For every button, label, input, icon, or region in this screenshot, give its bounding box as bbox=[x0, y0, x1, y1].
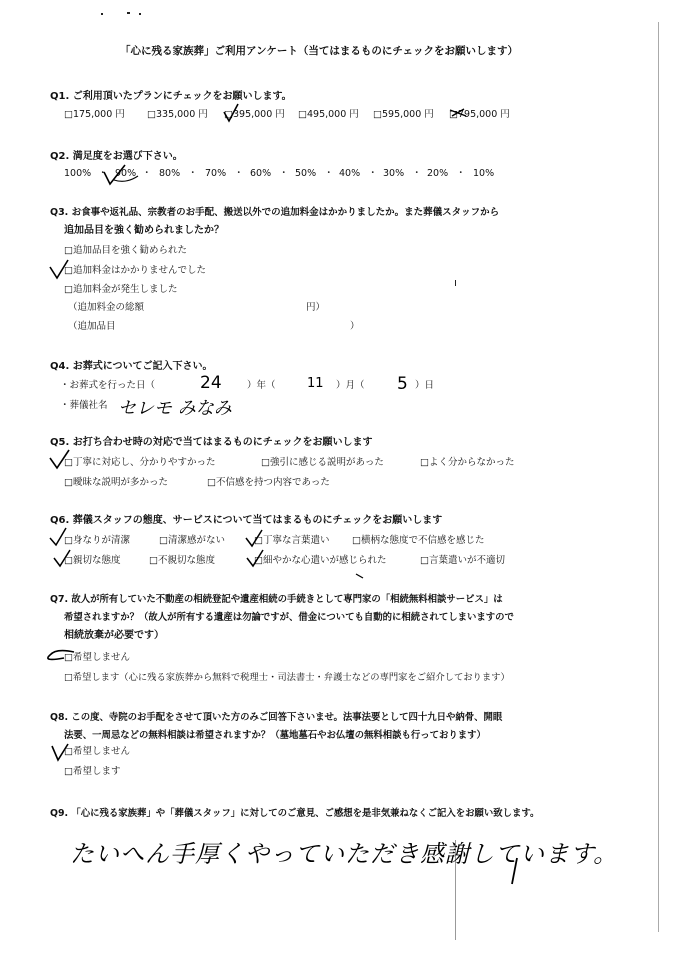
q7-option-yes[interactable]: □希望します（心に残る家族葬から無料で税理士・司法書士・弁護士などの専門家をご紹介しております） bbox=[64, 672, 510, 683]
q2-scale-sep: ・ bbox=[142, 168, 152, 179]
q2-scale-sep: ・ bbox=[188, 168, 198, 179]
q3-option-extra-charge[interactable]: □追加料金が発生しました bbox=[64, 284, 178, 295]
q3-question-line1: Q3. お食事や返礼品、宗教者のお手配、搬送以外での追加料金はかかりましたか。また葬儀スタッフから bbox=[50, 207, 500, 218]
q8-check-mark bbox=[52, 744, 68, 760]
q4-year-value[interactable]: 24 bbox=[200, 373, 222, 393]
q3-question-line2: 追加品目を強く勧められましたか？ bbox=[64, 225, 224, 236]
q4-month-value[interactable]: 11 bbox=[307, 376, 324, 391]
q9-comma-mark bbox=[512, 858, 517, 884]
q6-option-attentive[interactable]: □細やかな心遣いが感じられた bbox=[254, 555, 387, 566]
q6-check-mark-polite bbox=[246, 530, 262, 546]
q1-option-335000[interactable]: □335,000 円 bbox=[147, 109, 208, 120]
q5-option-vague[interactable]: □曖昧な説明が多かった bbox=[64, 477, 168, 488]
q4-date-label: ・お葬式を行った日（ bbox=[60, 380, 156, 391]
q2-scale-10[interactable]: 10% bbox=[473, 168, 495, 179]
q1-option-395000[interactable]: □395,000 円 bbox=[224, 109, 285, 120]
q4-day-value[interactable]: 5 bbox=[397, 374, 408, 394]
q2-scale-50[interactable]: 50% bbox=[295, 168, 317, 179]
q9-question: Q9. 「心に残る家族葬」や「葬儀スタッフ」に対してのご意見、ご感想を是非気兼ねなくご記入をお願い致します。 bbox=[50, 808, 540, 819]
q3-items-close: ） bbox=[350, 321, 360, 332]
q2-scale-90[interactable]: 90% bbox=[115, 168, 137, 179]
q2-scale-70[interactable]: 70% bbox=[205, 168, 227, 179]
q3-amount-unit: 円） bbox=[306, 302, 326, 313]
q3-check-mark bbox=[50, 260, 68, 278]
q2-scale-30[interactable]: 30% bbox=[383, 168, 405, 179]
q7-question-line3: 相続放棄が必要です） bbox=[64, 630, 164, 641]
q3-amount-label: （追加料金の総額 bbox=[68, 302, 145, 313]
q2-scale-sep: ・ bbox=[324, 168, 334, 179]
q2-scale-60[interactable]: 60% bbox=[250, 168, 272, 179]
q6-option-polite-language[interactable]: □丁寧な言葉遣い bbox=[254, 535, 330, 546]
q6-stray-mark bbox=[356, 574, 363, 578]
q7-circle-mark bbox=[48, 651, 74, 660]
q8-option-yes[interactable]: □希望します bbox=[64, 766, 121, 777]
q6-option-unkind[interactable]: □不親切な態度 bbox=[149, 555, 215, 566]
q1-check-mark bbox=[224, 104, 238, 121]
q1-option-175000[interactable]: □175,000 円 bbox=[64, 109, 125, 120]
survey-title: 「心に残る家族葬」ご利用アンケート（当てはまるものにチェックをお願いします） bbox=[120, 45, 519, 57]
q3-items-label: （追加品目 bbox=[68, 321, 116, 332]
q9-answer[interactable]: たいへん手厚くやっていただき感謝しています。 bbox=[70, 840, 619, 868]
q4-hall-label: ・葬儀社名 bbox=[60, 400, 108, 411]
q5-check-mark bbox=[50, 450, 69, 468]
q5-option-unclear[interactable]: □よく分からなかった bbox=[420, 457, 515, 468]
q2-question: Q2. 満足度をお選び下さい。 bbox=[50, 151, 183, 162]
q6-option-arrogant[interactable]: □横柄な態度で不信感を感じた bbox=[352, 535, 485, 546]
q4-month-label: ）月（ bbox=[336, 380, 365, 391]
q2-scale-sep: ・ bbox=[279, 168, 289, 179]
q6-check-mark-clean bbox=[50, 528, 66, 545]
q2-scale-sep: ・ bbox=[98, 168, 108, 179]
q1-question: Q1. ご利用頂いたプランにチェックをお願いします。 bbox=[50, 91, 292, 102]
q6-check-mark-kind bbox=[54, 550, 70, 566]
q6-check-mark-attentive bbox=[247, 550, 263, 566]
q1-option-495000[interactable]: □495,000 円 bbox=[298, 109, 359, 120]
q6-option-clean-appearance[interactable]: □身なりが清潔 bbox=[64, 535, 130, 546]
q3-option-no-extra-charge[interactable]: □追加料金はかかりませんでした bbox=[64, 265, 206, 276]
q4-question: Q4. お葬式についてご記入下さい。 bbox=[50, 361, 213, 372]
q1-option-595000[interactable]: □595,000 円 bbox=[373, 109, 434, 120]
q2-scale-40[interactable]: 40% bbox=[339, 168, 361, 179]
q8-question-line2: 法要、一周忌などの無料相談は希望されますか？（墓地墓石やお仏壇の無料相談も行っております） bbox=[64, 730, 486, 741]
q2-scale-80[interactable]: 80% bbox=[159, 168, 181, 179]
q3-option-strongly-recommended[interactable]: □追加品目を強く勧められた bbox=[64, 245, 187, 256]
q6-option-inappropriate-language[interactable]: □言葉遣いが不適切 bbox=[420, 555, 505, 566]
q2-scale-sep: ・ bbox=[412, 168, 422, 179]
q4-hall-value[interactable]: セレモ みなみ bbox=[118, 398, 232, 419]
q8-question-line1: Q8. この度、寺院のお手配をさせて頂いた方のみご回答下さいませ。法事法要として四十九日や納骨、開眼 bbox=[50, 712, 503, 723]
q2-scale-100[interactable]: 100% bbox=[64, 168, 92, 179]
q1-option-795000[interactable]: □795,000 円 bbox=[449, 109, 510, 120]
q8-option-no[interactable]: □希望しません bbox=[64, 746, 130, 757]
q2-scale-sep: ・ bbox=[368, 168, 378, 179]
q2-scale-20[interactable]: 20% bbox=[427, 168, 449, 179]
q5-option-distrust[interactable]: □不信感を持つ内容であった bbox=[207, 477, 330, 488]
q7-question-line2: 希望されますか？（故人が所有する遺産は勿論ですが、借金についても自動的に相続されてしまいますので bbox=[64, 612, 514, 623]
q1-scratch-mark bbox=[450, 109, 466, 116]
q6-option-kind[interactable]: □親切な態度 bbox=[64, 555, 121, 566]
q5-option-polite[interactable]: □丁寧に対応し、分かりやすかった bbox=[64, 457, 216, 468]
q7-question-line1: Q7. 故人が所有していた不動産の相続登記や遺産相続の手続きとして専門家の「相続無料相談サービス」は bbox=[50, 594, 503, 605]
q4-year-label: ）年（ bbox=[247, 380, 276, 391]
q2-underline bbox=[114, 176, 138, 181]
q2-scale-sep: ・ bbox=[234, 168, 244, 179]
q2-scale-sep: ・ bbox=[456, 168, 466, 179]
q5-option-pushy[interactable]: □強引に感じる説明があった bbox=[261, 457, 384, 468]
q6-question: Q6. 葬儀スタッフの態度、サービスについて当てはまるものにチェックをお願いします bbox=[50, 515, 443, 526]
q5-question: Q5. お打ち合わせ時の対応で当てはまるものにチェックをお願いします bbox=[50, 437, 373, 448]
q7-option-no[interactable]: □希望しません bbox=[64, 652, 130, 663]
q4-day-label: ）日 bbox=[415, 380, 435, 391]
q6-option-not-clean[interactable]: □清潔感がない bbox=[159, 535, 225, 546]
